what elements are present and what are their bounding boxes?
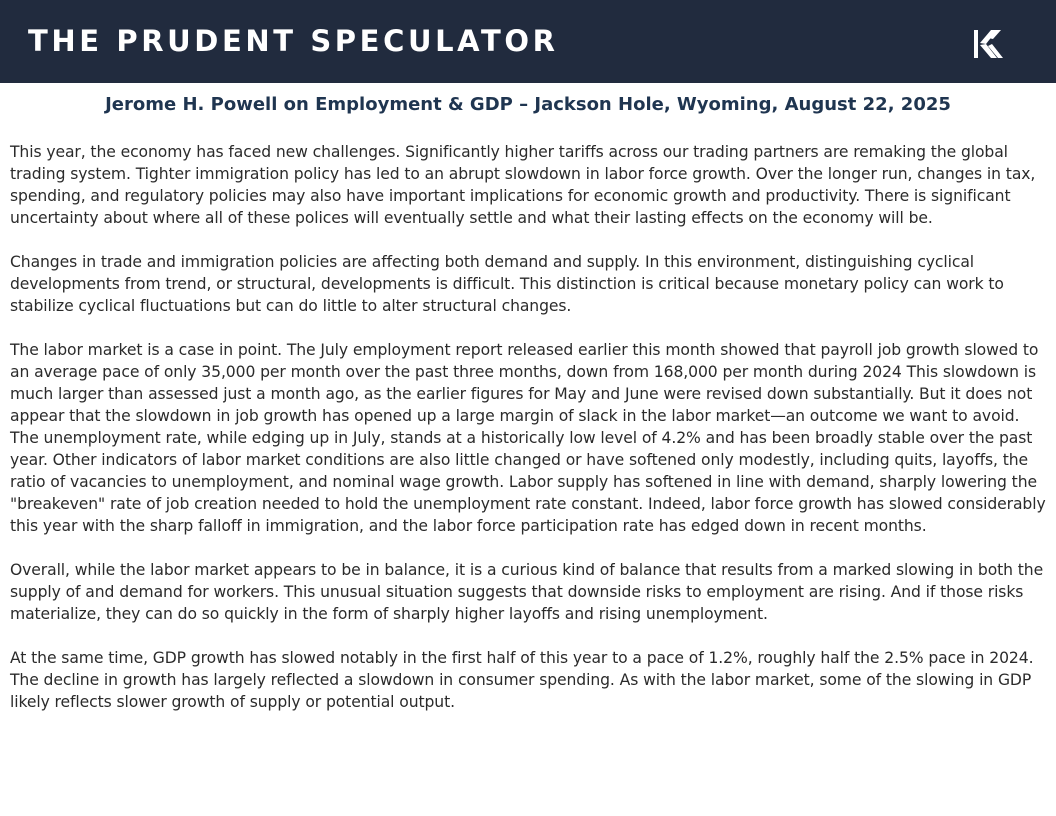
- page-header: [0, 0, 1056, 83]
- document-title: Jerome H. Powell on Employment & GDP – Jackson Hole, Wyoming, August 22, 2025: [105, 94, 951, 115]
- paragraph: Overall, while the labor market appears to be in balance, it is a curious kind of balance that results from a marked slowing in both the supply of and demand for workers. This unusual situation suggests that downside risks to employment are rising. And if those risks materialize, they can do so quickly in the form of sharply higher layoffs and rising unemployment.: [10, 561, 1044, 623]
- brand-name: THE PRUDENT SPECULATOR: [28, 24, 559, 58]
- paragraph: The labor market is a case in point. The July employment report released earlier this month showed that payroll job growth slowed to an average pace of only 35,000 per month over the past three months, down from 168,000 per month during 2024 This slowdown is much larger than assessed just a month ago, as the earlier figures for May and June were revised down substantially. But it does not appear that the slowdown in job growth has opened up a large margin of slack in the labor market—an outcome we want to avoid. The unemployment rate, while edging up in July, stands at a historically low level of 4.2% and has been broadly stable over the past year. Other indicators of labor market conditions are also little changed or have softened only modestly, including quits, layoffs, the ratio of vacancies to unemployment, and nominal wage growth. Labor supply has softened in line with demand, sharply lowering the "breakeven" rate of job creation needed to hold the unemployment rate constant. Indeed, labor force growth has slowed considerably this year with the sharp falloff in immigration, and the labor force participation rate has edged down in recent months.: [10, 341, 1046, 535]
- paragraph: Changes in trade and immigration policies are affecting both demand and supply. In this environment, distinguishing cyclical developments from trend, or structural, developments is difficult. This distinction is critical because monetary policy can work to stabilize cyclical fluctuations but can do little to alter structural changes.: [10, 253, 1004, 315]
- paragraph: At the same time, GDP growth has slowed notably in the first half of this year to a pace of 1.2%, roughly half the 2.5% pace in 2024. The decline in growth has largely reflected a slowdown in consumer spending. As with the labor market, some of the slowing in GDP likely reflects slower growth of supply or potential output.: [10, 649, 1034, 711]
- speech-body: [10, 141, 1048, 735]
- paragraph: This year, the economy has faced new challenges. Significantly higher tariffs across our trading partners are remaking the global trading system. Tighter immigration policy has led to an abrupt slowdown in labor force growth. Over the longer run, changes in tax, spending, and regulatory policies may also have important implications for economic growth and productivity. There is significant uncertainty about where all of these polices will eventually settle and what their lasting effects on the economy will be.: [10, 143, 1036, 227]
- kp-monogram-icon: [972, 27, 1004, 61]
